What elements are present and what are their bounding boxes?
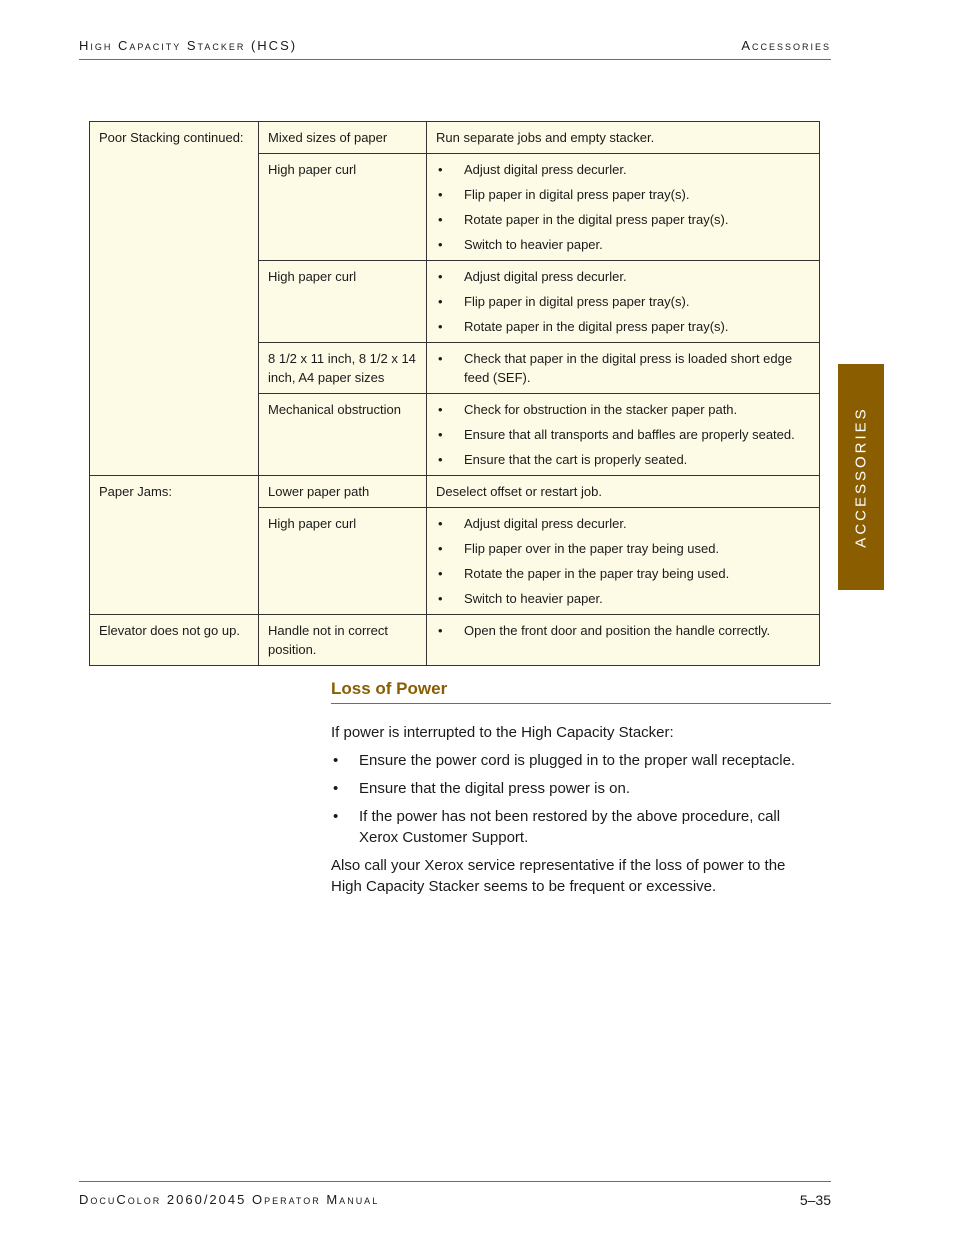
section-heading: Loss of Power <box>331 679 831 704</box>
list-item: • Rotate the paper in the paper tray being used. <box>436 564 811 583</box>
list-item: • Rotate paper in the digital press paper tray(s). <box>436 317 811 336</box>
list-item: • If the power has not been restored by the above procedure, call Xerox Customer Support. <box>331 806 801 848</box>
page-number: 5–35 <box>799 1192 831 1208</box>
side-tab-label: ACCESSORIES <box>852 406 870 548</box>
list-item: • Check for obstruction in the stacker paper path. <box>436 400 811 419</box>
list-item: • Flip paper in digital press paper tray(s). <box>436 185 811 204</box>
cause-cell: Mechanical obstruction <box>259 394 427 476</box>
solution-cell <box>427 615 820 666</box>
footer-manual-title: DocuColor 2060/2045 Operator Manual <box>79 1192 380 1207</box>
section-side-tab <box>838 364 884 590</box>
table-row <box>90 122 820 154</box>
list-item: • Open the front door and position the handle correctly. <box>436 621 811 640</box>
list-item: • Switch to heavier paper. <box>436 589 811 608</box>
list-item: • Flip paper over in the paper tray being used. <box>436 539 811 558</box>
cause-cell: Handle not in correct position. <box>259 615 427 666</box>
problem-cell: Elevator does not go up. <box>90 615 259 666</box>
list-item: • Check that paper in the digital press is loaded short edge feed (SEF). <box>436 349 811 387</box>
solution-cell <box>427 261 820 343</box>
header-title: High Capacity Stacker (HCS) <box>79 38 298 53</box>
list-item: • Ensure that the digital press power is on. <box>331 778 801 799</box>
table-row <box>90 615 820 666</box>
solution-cell <box>427 154 820 261</box>
page-header <box>79 37 831 60</box>
solution-cell <box>427 508 820 615</box>
solution-cell: Run separate jobs and empty stacker. <box>427 122 820 154</box>
cause-cell: High paper curl <box>259 508 427 615</box>
list-item: • Switch to heavier paper. <box>436 235 811 254</box>
cause-cell: 8 1/2 x 11 inch, 8 1/2 x 14 inch, A4 paper sizes <box>259 343 427 394</box>
problem-cell: Poor Stacking continued: <box>90 122 259 476</box>
list-item: • Flip paper in digital press paper tray(s). <box>436 292 811 311</box>
section-intro: If power is interrupted to the High Capacity Stacker: <box>331 724 674 741</box>
list-item: • Ensure the power cord is plugged in to the proper wall receptacle. <box>331 750 801 771</box>
cause-cell: High paper curl <box>259 261 427 343</box>
solution-cell <box>427 343 820 394</box>
list-item: • Ensure that the cart is properly seated. <box>436 450 811 469</box>
list-item: • Rotate paper in the digital press paper tray(s). <box>436 210 811 229</box>
problem-cell: Paper Jams: <box>90 476 259 615</box>
solution-cell <box>427 394 820 476</box>
page-footer <box>79 1181 831 1210</box>
list-item: • Adjust digital press decurler. <box>436 514 811 533</box>
table-row <box>90 476 820 508</box>
section-closing: Also call your Xerox service representative if the loss of power to the High Capacity Stacker seems to be frequent or excessive. <box>331 857 786 895</box>
solution-cell: Deselect offset or restart job. <box>427 476 820 508</box>
list-item: • Adjust digital press decurler. <box>436 267 811 286</box>
cause-cell: Lower paper path <box>259 476 427 508</box>
header-section: Accessories <box>741 38 831 53</box>
list-item: • Adjust digital press decurler. <box>436 160 811 179</box>
cause-cell: Mixed sizes of paper <box>259 122 427 154</box>
cause-cell: High paper curl <box>259 154 427 261</box>
section-bullets <box>331 750 801 855</box>
troubleshooting-table <box>89 121 820 666</box>
list-item: • Ensure that all transports and baffles are properly seated. <box>436 425 811 444</box>
